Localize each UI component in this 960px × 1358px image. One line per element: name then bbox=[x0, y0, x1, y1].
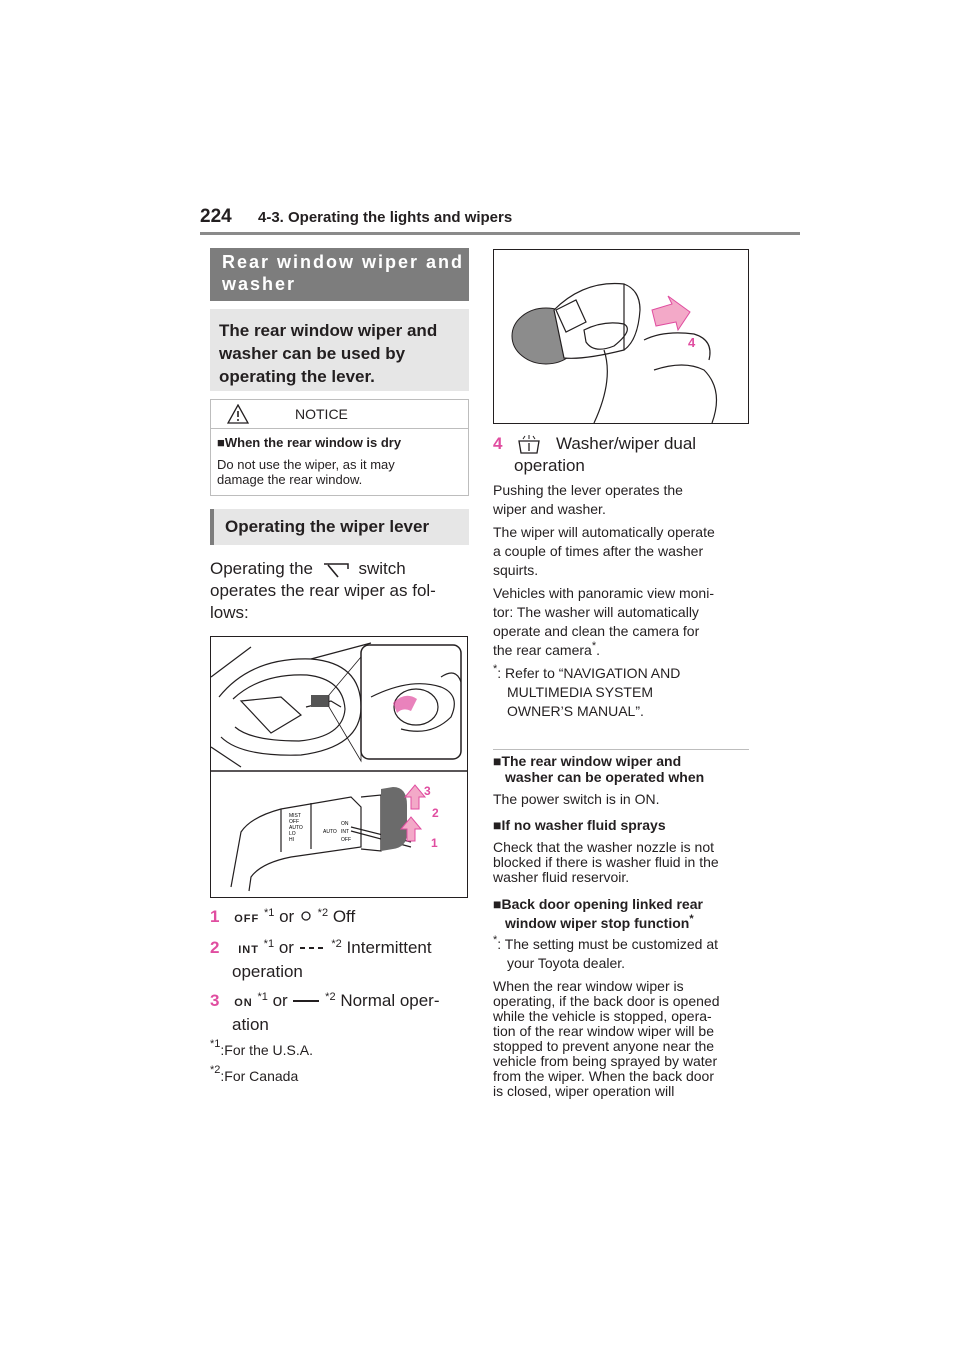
note-text: MULTIMEDIA SYSTEM bbox=[507, 684, 653, 700]
body-text: the rear camera bbox=[493, 642, 592, 658]
step-label: Washer/wiper dual bbox=[555, 434, 697, 453]
body-text: Pushing the lever operates the bbox=[493, 482, 683, 498]
lever-mark: AUTO bbox=[289, 825, 303, 831]
note-text: : The setting must be customized at bbox=[497, 936, 719, 952]
step-label: Off bbox=[332, 907, 356, 926]
note-heading: ■The rear window wiper and bbox=[493, 753, 682, 769]
body-text: Operating the bbox=[210, 559, 314, 578]
footnote-mark: *2 bbox=[317, 907, 329, 919]
lever-mark: MIST bbox=[289, 813, 301, 819]
callout-3: 3 bbox=[424, 784, 431, 798]
push-lever-drawing bbox=[494, 250, 748, 423]
note-text: while the vehicle is stopped, opera- bbox=[493, 1008, 712, 1024]
notice-label: NOTICE bbox=[295, 406, 348, 422]
section-divider bbox=[493, 749, 749, 750]
note-text: OWNER’S MANUAL”. bbox=[507, 703, 644, 719]
or-text: or bbox=[272, 991, 288, 1010]
footnote-mark: *1 bbox=[263, 907, 275, 919]
body-text: Vehicles with panoramic view moni- bbox=[493, 585, 714, 601]
notice-text-line: Do not use the wiper, as it may bbox=[217, 457, 395, 472]
footnote-mark: *2 bbox=[331, 938, 342, 950]
lever-mark: OFF bbox=[289, 819, 299, 825]
section-title: 4-3. Operating the lights and wipers bbox=[258, 209, 513, 226]
footnote-mark: *1 bbox=[210, 1038, 221, 1050]
callout-2: 2 bbox=[432, 806, 439, 820]
rear-wiper-icon bbox=[318, 561, 354, 579]
note-text: washer fluid reservoir. bbox=[493, 869, 630, 885]
body-text: squirts. bbox=[493, 562, 539, 578]
note-text: Check that the washer nozzle is not bbox=[493, 839, 715, 855]
lever-illustration bbox=[210, 636, 468, 898]
push-lever-illustration bbox=[493, 249, 749, 424]
note-text: : Refer to “NAVIGATION AND bbox=[497, 665, 681, 681]
notes-section bbox=[493, 753, 753, 1099]
body-text: a couple of times after the washer bbox=[493, 543, 704, 559]
warning-icon bbox=[227, 404, 249, 424]
note-text: is closed, wiper operation will bbox=[493, 1083, 675, 1099]
footnote-text: :For the U.S.A. bbox=[220, 1042, 313, 1058]
lever-mark: OFF bbox=[341, 837, 351, 843]
note-text: your Toyota dealer. bbox=[507, 955, 626, 971]
int-tag: INT bbox=[238, 944, 259, 956]
body-text: switch bbox=[358, 559, 406, 578]
note-text: operating, if the back door is opened bbox=[493, 993, 720, 1009]
off-tag: OFF bbox=[234, 913, 260, 925]
intro-text: The rear window wiper and washer can be used by operating the lever. bbox=[210, 309, 469, 391]
off-symbol-icon bbox=[299, 910, 313, 922]
subsection-heading: Operating the wiper lever bbox=[210, 509, 469, 545]
notice-text bbox=[217, 457, 395, 487]
step-label-cont: operation bbox=[514, 456, 585, 475]
body-text: operate and clean the camera for bbox=[493, 623, 700, 639]
on-tag: ON bbox=[234, 997, 253, 1009]
lever-drawing bbox=[211, 637, 467, 897]
step-2 bbox=[210, 937, 432, 983]
step-number: 4 bbox=[493, 434, 503, 453]
note-text: tion of the rear window wiper will be bbox=[493, 1023, 714, 1039]
footnote-text: :For Canada bbox=[220, 1068, 299, 1084]
footnote-mark: * bbox=[493, 934, 498, 946]
footnote-1 bbox=[210, 1038, 313, 1058]
body-paragraph bbox=[210, 558, 472, 624]
note-heading: washer can be operated when bbox=[505, 769, 705, 785]
body-text: The wiper will automatically operate bbox=[493, 524, 715, 540]
notice-header bbox=[211, 400, 468, 429]
note-heading: window wiper stop function bbox=[505, 915, 690, 931]
lever-mark: AUTO bbox=[323, 829, 337, 835]
lever-mark: HI bbox=[289, 837, 294, 843]
note-text: blocked if there is washer fluid in the bbox=[493, 854, 719, 870]
footnote-mark: *2 bbox=[325, 991, 336, 1003]
footnote-mark: * bbox=[689, 913, 694, 925]
lever-mark: LO bbox=[289, 831, 296, 837]
callout-4: 4 bbox=[688, 335, 696, 350]
step-1 bbox=[210, 906, 355, 930]
body-text: operates the rear wiper as fol- bbox=[210, 581, 436, 600]
or-text: or bbox=[278, 938, 294, 957]
step-number: 1 bbox=[210, 907, 220, 926]
step-number: 3 bbox=[210, 991, 220, 1010]
washer-wiper-icon bbox=[515, 435, 543, 455]
footnote-mark: *1 bbox=[257, 991, 268, 1003]
callout-1: 1 bbox=[431, 836, 438, 850]
notice-box bbox=[210, 399, 469, 496]
note-heading: ■If no washer fluid sprays bbox=[493, 817, 666, 833]
notice-text-line: damage the rear window. bbox=[217, 472, 363, 487]
step-number: 2 bbox=[210, 938, 220, 957]
step-label: Normal oper- bbox=[340, 991, 440, 1010]
note-heading: ■Back door opening linked rear bbox=[493, 896, 703, 912]
footnote-mark: *2 bbox=[210, 1064, 221, 1076]
step-label-cont: operation bbox=[232, 962, 303, 981]
lever-mark: ON bbox=[341, 821, 349, 827]
note-text: When the rear window wiper is bbox=[493, 978, 684, 994]
or-text: or bbox=[279, 907, 295, 926]
note-text: from the wiper. When the back door bbox=[493, 1068, 714, 1084]
page-number: 224 bbox=[200, 206, 232, 227]
body-text: lows: bbox=[210, 603, 249, 622]
footnote-mark: *1 bbox=[263, 938, 275, 950]
note-text: vehicle from being sprayed by water bbox=[493, 1053, 718, 1069]
topic-heading: Rear window wiper and washer bbox=[210, 248, 469, 301]
step-3 bbox=[210, 990, 440, 1036]
intermittent-symbol-icon bbox=[299, 943, 327, 953]
washer-paragraphs bbox=[493, 481, 753, 721]
note-text: The power switch is in ON. bbox=[493, 791, 660, 807]
footnote-mark: * bbox=[493, 663, 498, 675]
body-text: . bbox=[596, 642, 600, 658]
body-text: tor: The washer will automatically bbox=[493, 604, 699, 620]
step-label-cont: ation bbox=[232, 1015, 269, 1034]
step-4 bbox=[493, 433, 696, 477]
body-text: wiper and washer. bbox=[493, 501, 606, 517]
step-label: Intermittent bbox=[346, 938, 432, 957]
footnote-mark: * bbox=[591, 640, 597, 652]
footnote-2 bbox=[210, 1064, 299, 1084]
header-rule bbox=[200, 232, 800, 235]
note-text: stopped to prevent anyone near the bbox=[493, 1038, 715, 1054]
notice-subheading: ■When the rear window is dry bbox=[217, 435, 402, 450]
normal-symbol-icon bbox=[292, 996, 320, 1006]
lever-mark: INT bbox=[341, 829, 350, 835]
